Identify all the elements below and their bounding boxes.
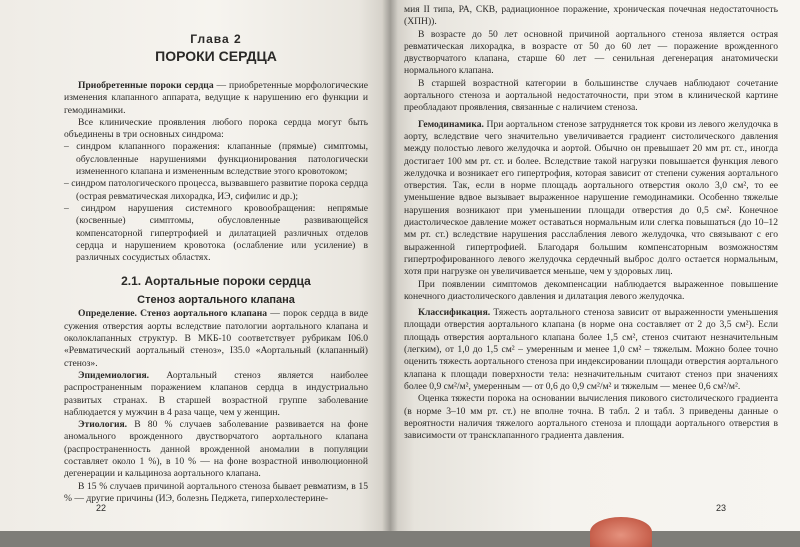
hemodynamics-text: При аортальном стенозе затрудняется ток крови из левого желудочка в аорту, вследствие чего значительно увеличивается градиент систолического давления между полостью левого желудочка и аортой. Обычно он превышает 20 мм рт. ст., иногда достигает 100 мм рт. ст. и более. Вследствие такой нагрузки повышается функция левого желудочка и возникает его гипертрофия, которая зависит от степени сужения аортального отверстия. Так, если в норме площадь аортального отверстия около 3,0 см², то ее уменьшение вдвое вызывает выраженное нарушение гемодинамики. Особенно тяжелые нарушения возникают при уменьшении площади отверстия до 0,5 см². Конечное диастолическое давление может оставаться нормальным или слегка повышаться (до 10–12 мм рт. ст.) вследствие нарушения расслабления левого желудочка, что связывают с его выраженной гипертрофией. Благодаря большим компенсаторным возможностям гипертрофированного левого желудочка сердечный выброс долго остается нормальным, хотя при нагрузке он увеличивается меньше, чем у здоровых лиц. [404, 118, 778, 278]
epidemiology-paragraph [64, 370, 368, 419]
chapter-title: ПОРОКИ СЕРДЦА [155, 48, 277, 64]
age-paragraph-1: В возрасте до 50 лет основной причиной аортального стеноза является острая ревматическая лихорадка, в возрасте от 50 до 60 лет — поражение врожденного двустворчатого клапана, старше 60 лет — сенильная дегенерация анатомически нормального клапана. [404, 28, 778, 77]
continued-text: мия II типа, РА, СКВ, радиационное поражение, хроническая почечная недостаточность (ХПН)). [404, 4, 778, 28]
syndromes-list [64, 141, 368, 264]
hemodynamics-label: Гемодинамика. [418, 118, 484, 130]
left-page [0, 0, 390, 531]
definition-paragraph [64, 308, 368, 369]
list-item: – синдром патологического процесса, вызвавшего развитие порока сердца (острая ревматическая лихорадка, ИЭ, сифилис и др.); [64, 178, 368, 202]
intro-text: — приобретенные морфологические изменения клапанного аппарата, ведущие к нарушению его функции и гемодинамики. [64, 80, 368, 116]
book-gutter [382, 0, 398, 531]
classification-text: Тяжесть аортального стеноза зависит от выраженности уменьшения площади отверстия аортального клапана (в норме она составляет от 2 до 3,5 см²). Если площадь отверстия аортального клапана более 1,5 см², стеноз считают незначительным (легким), от 1,0 до 1,5 см² – умеренным и менее 1,0 см² – тяжелым. Можно более точно оценить тяжесть аортального стеноза при индексировании площади отверстия аортального клапана к площади поверхности тела: незначительным считают стеноз при значениях более 0,9 см²/м², умеренным — от 0,6 до 0,9 см²/м² и тяжелым — менее 0,6 см²/м². [404, 307, 778, 392]
intro-term: Приобретенные пороки сердца [78, 80, 214, 91]
definition-label: Определение. Стеноз аортального клапана [78, 308, 268, 320]
epidemiology-label: Эпидемиология. [78, 369, 150, 381]
finger-tip [590, 517, 652, 547]
page-number-right: 23 [715, 503, 726, 513]
chapter-label: Глава 2 [190, 32, 242, 46]
intro-paragraph [64, 80, 368, 117]
definition-text: — порок сердца в виде сужения отверстия аорты вследствие патологии аортального клапана и околоклапанных структур. В МКБ-10 соответствует рубрикам I06.0 «Ревматический аортальный стеноз», I35.0 «Аортальный (клапанный) стеноз». [64, 308, 368, 369]
syndromes-intro: Все клинические проявления любого порока сердца могут быть объединены в три основных синдрома: [64, 116, 368, 141]
hemodynamics-paragraph [404, 119, 778, 279]
right-page [390, 0, 800, 531]
subsection-title: Стеноз аортального клапана [137, 294, 295, 307]
hemodynamics-paragraph-2: При появлении симптомов декомпенсации наблюдается выраженное повышение конечного диастолического давления и дилатация левого желудочка. [404, 278, 778, 302]
section-title: 2.1. Аортальные пороки сердца [121, 274, 311, 289]
etiology-text: В 80 % случаев заболевание развивается на фоне аномального врожденного двустворчатого аортального клапана (распространенность данной врожденной аномалии в популяции составляет около 1 %), в 10 % — на фоне возрастной инволюционной дегенерации и кальциноза аортального клапана. [64, 419, 368, 480]
epidemiology-text: Аортальный стеноз является наиболее распространенным поражением клапанов сердца в индустриально развитых странах. В старшей возрастной группе заболевание наблюдается у мужчин в 4 раза чаще, чем у женщин. [64, 369, 368, 418]
list-item: – синдром нарушения системного кровообращения: непрямые (косвенные) симптомы, обусловленные развивающейся компенсаторной гипертрофией и дилатацией различных отделов сердца и нарушением кровотока (ослабление или усиление) в различных сосудистых областях. [64, 202, 368, 264]
age-paragraph-2: В старшей возрастной категории в большинстве случаев наблюдают сочетание аортального стеноза и аортальной недостаточности, при этом в клинической картине преобладают проявления, связанные с наличием стеноза. [404, 77, 778, 114]
list-item: – синдром клапанного поражения: клапанные (прямые) симптомы, обусловленные нарушениями функционирования патологически измененного клапана и измененным вследствие этого кровотоком; [64, 141, 368, 178]
etiology-label: Этиология. [78, 419, 128, 431]
assessment-paragraph: Оценка тяжести порока на основании вычисления пикового систолического градиента (в норме 3–10 мм рт. ст.) не вполне точна. В табл. 2 и табл. 3 приведены данные о вероятности наличия тяжелого аортального стеноза и площади аортального отверстия в зависимости от трансклапанного градиента давления. [404, 393, 778, 442]
etiology-paragraph-2: В 15 % случаев причиной аортального стеноза бывает ревматизм, в 15 % — другие причины (ИЭ, болезнь Педжета, гиперхолестерине- [64, 480, 368, 504]
page-number-left: 22 [96, 503, 107, 513]
classification-paragraph [404, 307, 778, 393]
classification-label: Классификация. [418, 307, 491, 319]
etiology-paragraph [64, 419, 368, 480]
